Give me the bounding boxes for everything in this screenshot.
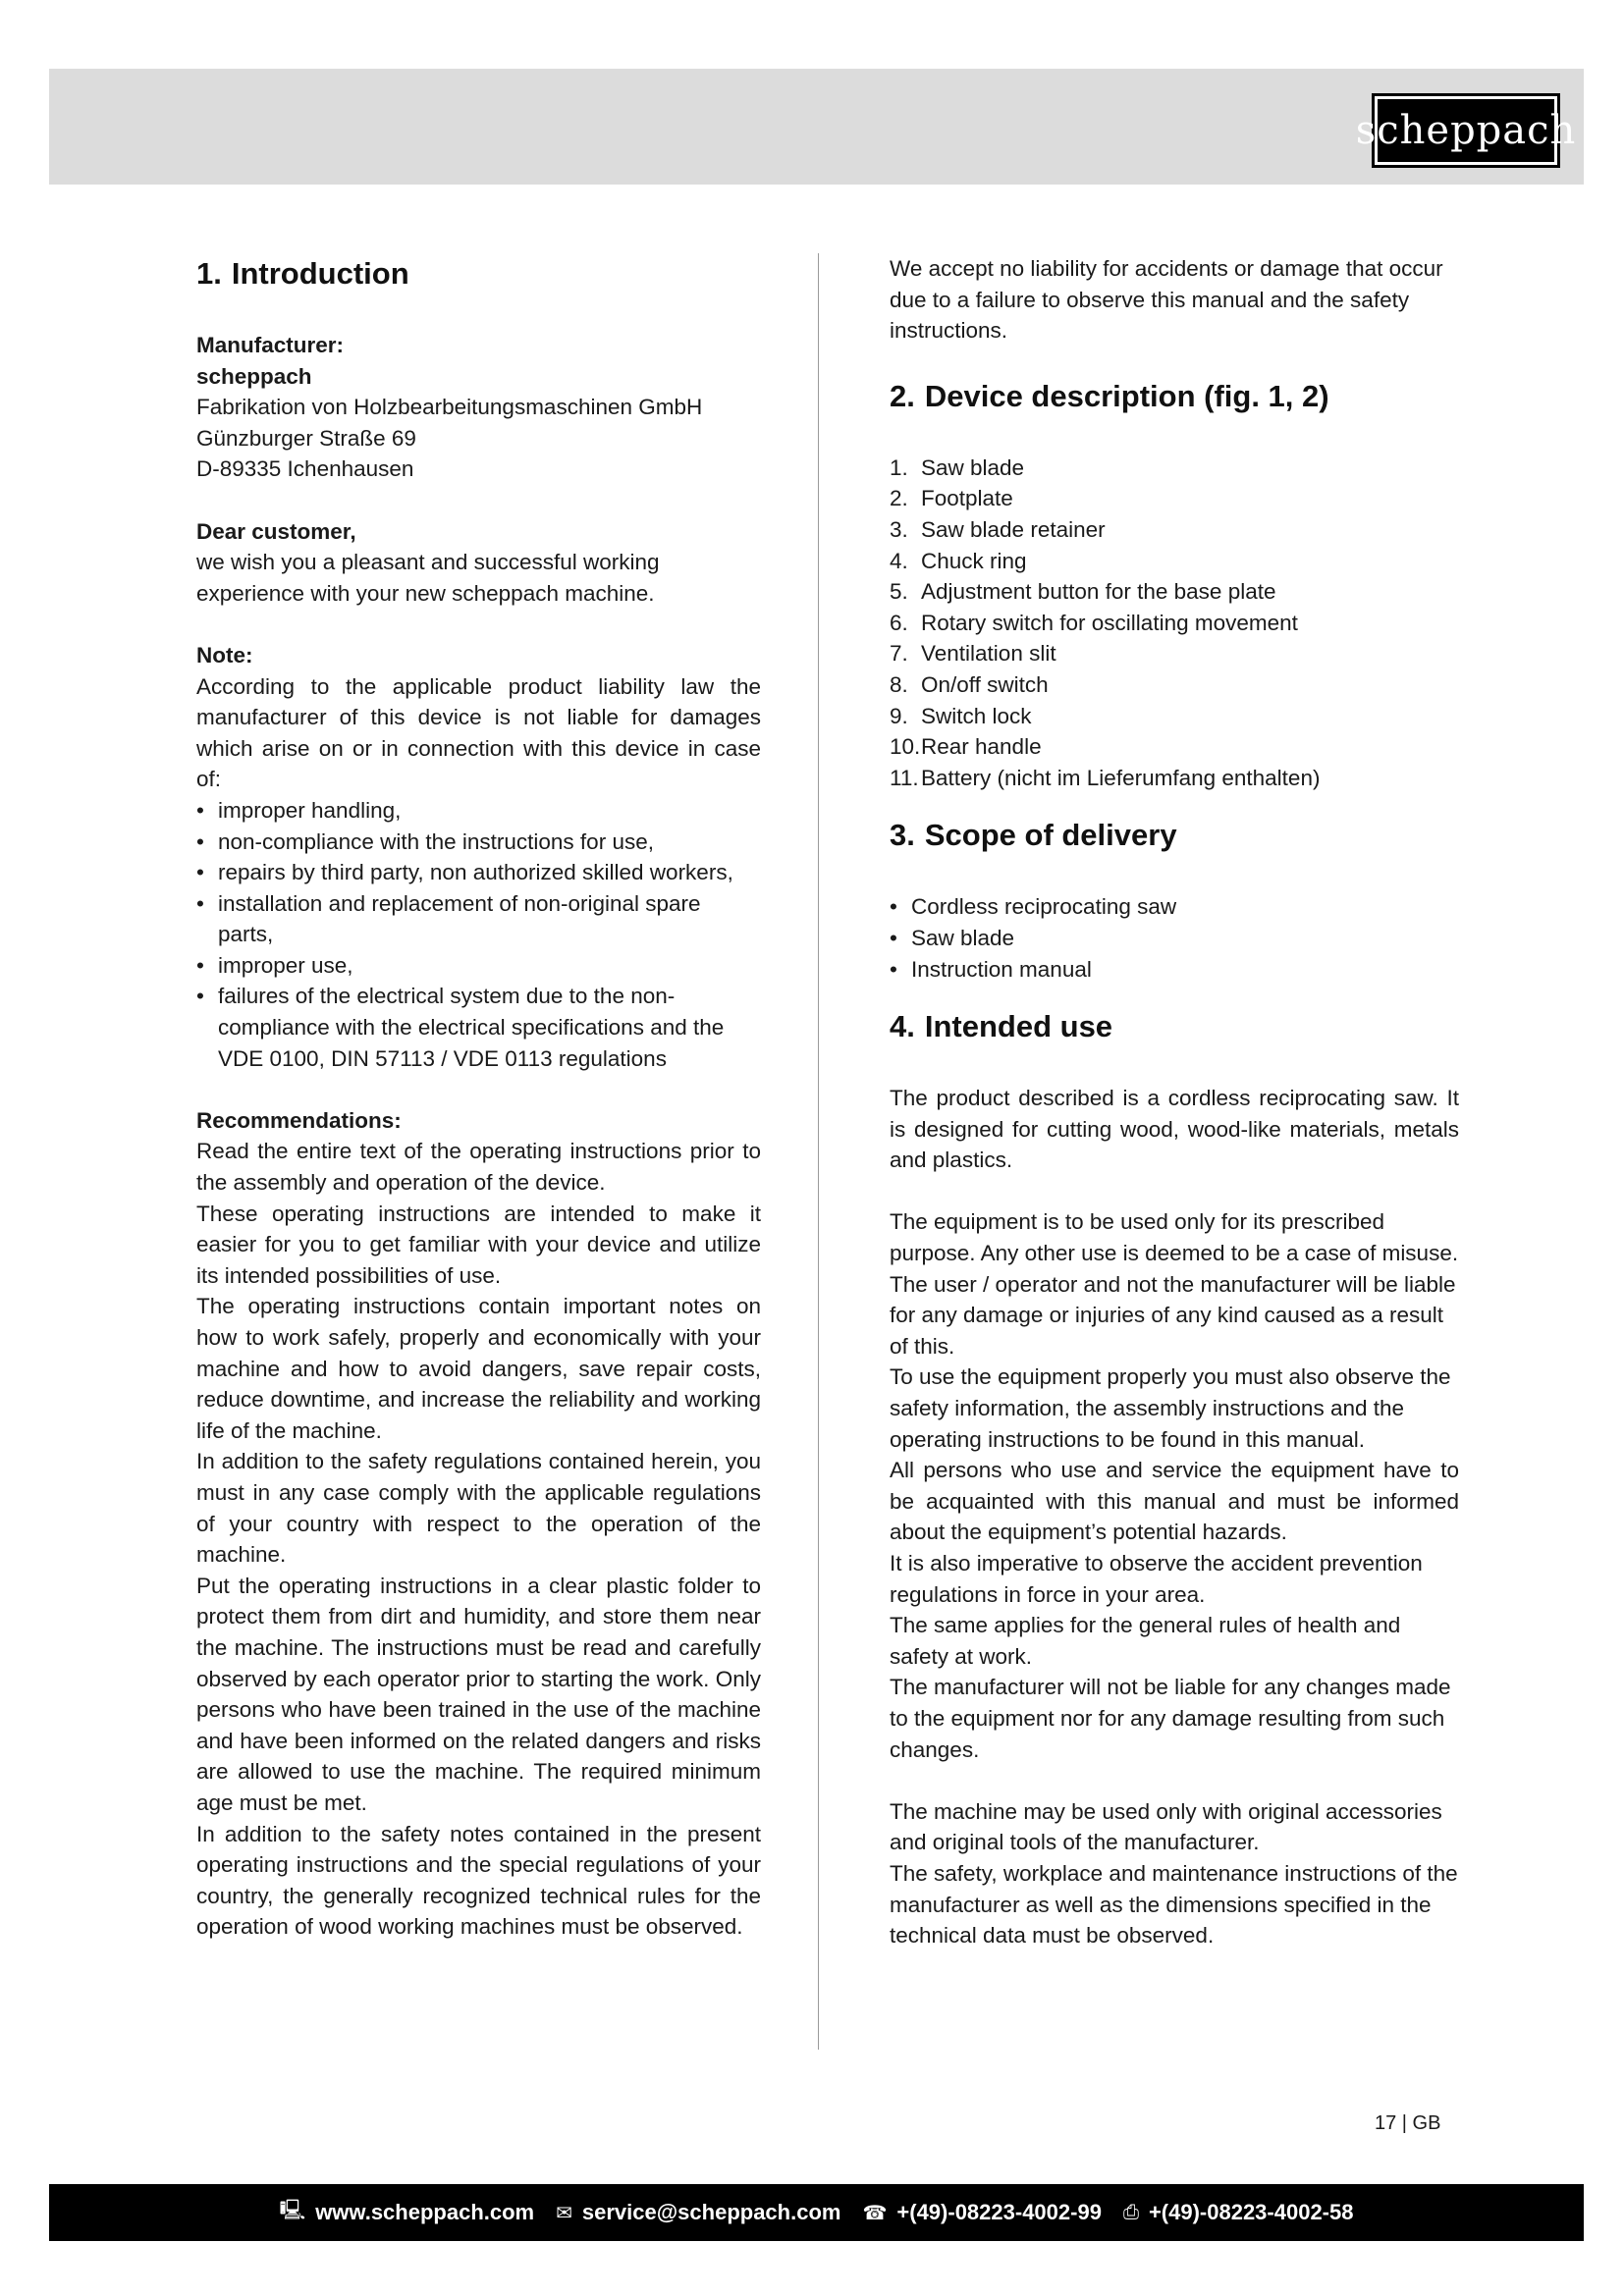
scheppach-logo: scheppach [1372, 93, 1560, 168]
computer-icon: 🖳 [279, 2200, 306, 2221]
left-column [196, 253, 761, 1943]
item-number: 3. [890, 516, 908, 542]
section-title: Introduction [231, 256, 409, 291]
recommendation-paragraph: In addition to the safety notes contained in the present operating instructions and the special regulations of your country, the generally recognized technical rules for the operation of wood working machines must be observed. [196, 1821, 761, 1940]
section-number: 4. [890, 1009, 915, 1044]
section-number: 1. [196, 256, 222, 291]
recommendation-paragraph: Put the operating instructions in a clear plastic folder to protect them from dirt and humidity, and store them near the machine. The instructions must be read and carefully observed by each operator prior to starting the work. Only persons who have been trained in the use of the machine and have been informed on the related dangers and risks are allowed to use the machine. The required minimum age must be met. [196, 1573, 761, 1815]
phone-icon: ☎ [862, 2202, 888, 2224]
item-number: 10. [890, 734, 921, 760]
intended-use-paragraph: The same applies for the general rules of health and safety at work. [890, 1613, 1401, 1669]
liability-text: We accept no liability for accidents or damage that occur due to a failure to observe this manual and the safety instructions. [890, 256, 1443, 344]
intended-use-paragraph: The equipment is to be used only for its prescribed purpose. Any other use is deemed to be a case of misuse. The user / operator and not the manufacturer will be liable for any damage or injuries of any kind caused as a result of this. [890, 1209, 1459, 1359]
section-number: 3. [890, 818, 915, 853]
dear-customer-text: we wish you a pleasant and successful working experience with your new scheppach machine. [196, 550, 660, 606]
website-text: www.scheppach.com [315, 2200, 535, 2224]
recommendations-label: Recommendations: [196, 1107, 402, 1133]
manufacturer-street: Günzburger Straße 69 [196, 425, 416, 451]
note-text: According to the applicable product liability law the manufacturer of this device is not liable for damages which arise on or in connection with this device in case of: [196, 673, 761, 792]
footer-website[interactable] [280, 2196, 535, 2229]
recommendation-paragraph: These operating instructions are intended to make it easier for you to get familiar with your device and utilize its intended possibilities of use. [196, 1201, 761, 1288]
intended-use-paragraph: The manufacturer will not be liable for any changes made to the equipment nor for any damage resulting from such changes. [890, 1675, 1451, 1762]
item-label: Battery (nicht im Lieferumfang enthalten) [921, 765, 1321, 790]
list-item [890, 576, 1459, 608]
liability-list [196, 795, 761, 1074]
list-item: • repairs by third party, non authorized skilled workers, [196, 857, 761, 888]
section-heading-intended-use [890, 1006, 1459, 1047]
item-label: Rotary switch for oscillating movement [921, 610, 1298, 635]
item-number: 2. [890, 486, 908, 511]
list-item [890, 701, 1459, 732]
item-label: Footplate [921, 486, 1013, 511]
list-item: • failures of the electrical system due to the non-compliance with the electrical specifications and the VDE 0100, DIN 57113 / VDE 0113 regulations [196, 981, 761, 1074]
note-label: Note: [196, 642, 253, 667]
manufacturer-company: Fabrikation von Holzbearbeitungsmaschinen GmbH [196, 395, 703, 420]
manufacturer-city: D-89335 Ichenhausen [196, 456, 414, 482]
footer-phone [862, 2200, 1101, 2225]
manufacturer-name: scheppach [196, 363, 312, 389]
item-label: On/off switch [921, 671, 1049, 697]
item-number: 4. [890, 548, 908, 573]
page-number: 17 | GB [1375, 2112, 1441, 2134]
item-label: Adjustment button for the base plate [921, 579, 1276, 605]
footer-fax [1123, 2200, 1354, 2225]
item-number: 1. [890, 454, 908, 480]
list-item [890, 546, 1459, 577]
dear-customer-label: Dear customer, [196, 518, 356, 544]
item-number: 5. [890, 579, 908, 605]
fax-text: +(49)-08223-4002-58 [1148, 2200, 1354, 2224]
list-item [890, 514, 1459, 546]
list-item: • improper handling, [196, 795, 761, 827]
intended-use-paragraph: The product described is a cordless reciprocating saw. It is designed for cutting wood, wood-like materials, metals and plastics. [890, 1086, 1459, 1173]
item-label: Switch lock [921, 703, 1032, 728]
item-number: 7. [890, 641, 908, 667]
intended-use-paragraph: The machine may be used only with original accessories and original tools of the manufacturer. [890, 1798, 1442, 1855]
intended-use-paragraph: To use the equipment properly you must also observe the safety information, the assembly instructions and the operating instructions to be found in this manual. [890, 1364, 1451, 1452]
manufacturer-label: Manufacturer: [196, 333, 345, 357]
section-title: Scope of delivery [924, 818, 1177, 853]
item-label: Saw blade [921, 454, 1025, 480]
list-item: • installation and replacement of non-original spare parts, [196, 888, 761, 950]
section-title: Device description (fig. 1, 2) [924, 378, 1329, 413]
item-label: Rear handle [921, 734, 1042, 760]
list-item [890, 608, 1459, 639]
delivery-list [890, 891, 1459, 985]
footer-email[interactable] [556, 2200, 840, 2225]
item-number: 9. [890, 703, 908, 728]
list-item: • Instruction manual [890, 954, 1459, 986]
phone-text: +(49)-08223-4002-99 [896, 2200, 1102, 2224]
list-item: • non-compliance with the instructions for use, [196, 827, 761, 858]
right-column [890, 253, 1459, 1951]
item-label: Ventilation slit [921, 641, 1056, 667]
device-parts-list [890, 453, 1459, 794]
intended-use-paragraph: All persons who use and service the equipment have to be acquainted with this manual and must be informed about the equipment’s potential hazards. [890, 1458, 1459, 1545]
column-divider [818, 253, 819, 2050]
intended-use-paragraph: The safety, workplace and maintenance instructions of the manufacturer as well as the dimensions specified in the technical data must be observed. [890, 1860, 1458, 1949]
list-item [890, 731, 1459, 763]
list-item [890, 638, 1459, 669]
section-number: 2. [890, 378, 915, 413]
footer-band [49, 2184, 1584, 2241]
item-label: Chuck ring [921, 548, 1027, 573]
list-item [890, 763, 1459, 794]
item-number: 11. [890, 765, 919, 790]
list-item: • Saw blade [890, 923, 1459, 954]
recommendation-paragraph: The operating instructions contain important notes on how to work safely, properly and economically with your machine and how to avoid dangers, save repair costs, reduce downtime, and increase the reliability and working life of the machine. [196, 1294, 761, 1443]
section-heading-scope-of-delivery [890, 815, 1459, 856]
header-band [49, 69, 1584, 185]
recommendation-paragraph: Read the entire text of the operating instructions prior to the assembly and operation of the device. [196, 1139, 761, 1196]
list-item: • improper use, [196, 950, 761, 982]
item-label: Saw blade retainer [921, 516, 1106, 542]
section-heading-introduction [196, 253, 761, 294]
list-item: • Cordless reciprocating saw [890, 891, 1459, 923]
list-item [890, 483, 1459, 514]
section-title: Intended use [924, 1009, 1113, 1044]
fax-icon: ⎙ [1122, 2201, 1139, 2223]
item-number: 8. [890, 671, 908, 697]
email-text: service@scheppach.com [581, 2200, 841, 2224]
intended-use-paragraph: It is also imperative to observe the accident prevention regulations in force in your area. [890, 1551, 1423, 1607]
list-item [890, 453, 1459, 484]
mail-icon: ✉ [556, 2202, 572, 2224]
list-item [890, 669, 1459, 701]
recommendation-paragraph: In addition to the safety regulations contained herein, you must in any case comply with the applicable regulations of your country with respect to the operation of the machine. [196, 1449, 761, 1568]
section-heading-device-description [890, 376, 1459, 417]
item-number: 6. [890, 610, 908, 635]
